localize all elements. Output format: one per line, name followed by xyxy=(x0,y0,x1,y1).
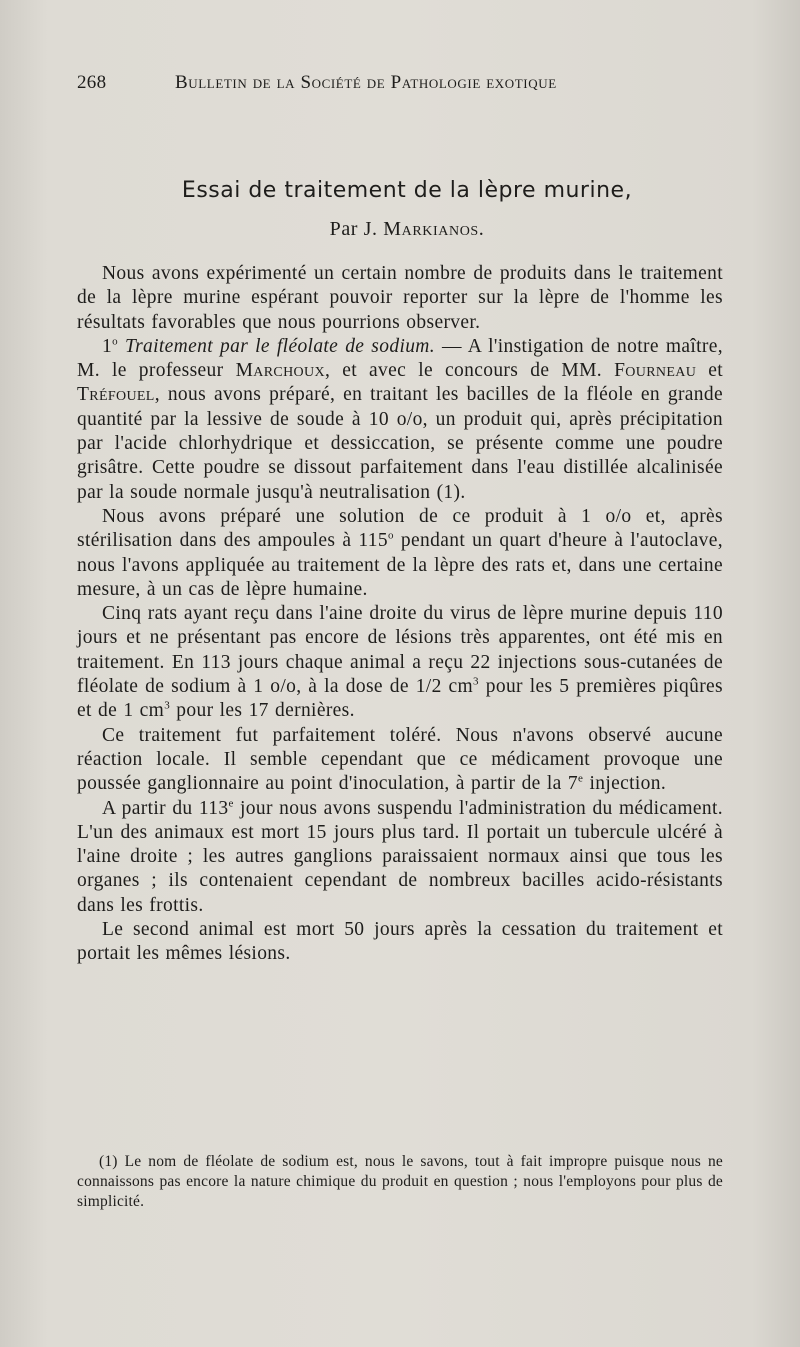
running-head xyxy=(77,72,737,102)
paragraph-2-part-b: , et avec le concours de MM. xyxy=(324,360,615,382)
author-name: Markianos. xyxy=(383,218,485,240)
person-trefouel: Tréfouel xyxy=(77,384,155,406)
paragraph-3-part-a: Nous avons préparé une solution de ce produit à 1 o/o et, après stérilisation dans des ampoules à 115 xyxy=(77,505,723,552)
footnote-text: (1) Le nom de fléolate de sodium est, nous le savons, tout à fait impropre puisque nous ne connaissons pas encore la nature chimique du produit en question ; nous l'employons pour plus de simplicité. xyxy=(77,1153,723,1210)
paragraph-6 xyxy=(77,797,723,918)
paragraph-5-part-b: injection. xyxy=(583,773,667,795)
section-number-sup: o xyxy=(112,335,118,348)
paragraph-1: Nous avons expérimenté un certain nombre de produits dans le traitement de la lèpre murine espérant pouvoir reporter sur la lèpre de l'homme les résultats favorables que nous pourrions observer. xyxy=(77,263,723,333)
author-line xyxy=(77,218,737,241)
article-body xyxy=(77,262,723,967)
page-number: 268 xyxy=(77,72,107,93)
cubic-sup-2: 3 xyxy=(164,699,171,712)
paragraph-5-part-a: Ce traitement fut parfaitement toléré. Nous n'avons observé aucune réaction locale. Il semble cependant que ce médicament provoque une poussée ganglionnaire au point d'inoculation, à partir de la 7 xyxy=(77,724,723,795)
paragraph-7: Le second animal est mort 50 jours après la cessation du traitement et portait les mêmes lésions. xyxy=(77,919,723,965)
degree-sup: o xyxy=(388,529,394,542)
section-number: 1 xyxy=(102,335,113,357)
cubic-sup-1: 3 xyxy=(473,675,479,688)
paragraph-4-part-b: pour les 5 premières piqûres et de 1 cm xyxy=(77,676,723,722)
article-title: Essai de traitement de la lèpre murine, xyxy=(181,178,633,203)
paragraph-5 xyxy=(77,724,723,797)
journal-title: Bulletin de la Société de Pathologie exotique xyxy=(175,72,557,93)
paragraph-3-part-b: pendant un quart d'heure à l'autoclave, nous l'avons appliquée au traitement de la lèpre des rats et, dans une certaine mesure, à un cas de lèpre humaine. xyxy=(77,530,724,600)
paragraph-3 xyxy=(77,505,723,602)
paragraph-4-part-c: pour les 17 dernières. xyxy=(170,700,355,722)
paragraph-6-part-b: jour nous avons suspendu l'administration du médicament. L'un des animaux est mort 15 jours plus tard. Il portait un tubercule ulcéré à l'aine droite ; les autres ganglions paraissaient normaux ainsi que tous les organes ; ils contenaient cependant de nombreux bacilles acido-résistants dans les frottis. xyxy=(77,797,723,916)
author-prefix: Par J. xyxy=(329,218,378,240)
paragraph-2 xyxy=(77,335,723,505)
paragraph-2-part-d: , nous avons préparé, en traitant les bacilles de la fléole en grande quantité par la lessive de soude à 10 o/o, un produit qui, après précipitation par l'acide chlorhydrique et dessiccation, se présente comme une poudre grisâtre. Cette poudre se dissout parfaitement dans l'eau distillée alcalinisée par la soude normale jusqu'à neutralisation (1). xyxy=(77,384,723,503)
paragraph-2-part-c: et xyxy=(696,360,723,382)
paragraph-4-part-a: Cinq rats ayant reçu dans l'aine droite du virus de lèpre murine depuis 110 jours et ne présentant pas encore de lésions très apparentes, ont été mis en traitement. En 113 jours chaque animal a reçu 22 injections sous-cutanées de fléolate de sodium à 1 o/o, à la dose de 1/2 cm xyxy=(77,603,723,698)
person-fourneau: Fourneau xyxy=(614,360,697,382)
ordinal-sup: e xyxy=(228,797,234,810)
footnote xyxy=(77,1152,723,1212)
paragraph-4 xyxy=(77,602,723,723)
ordinal-sup: e xyxy=(578,772,584,785)
person-marchoux: Marchoux xyxy=(235,360,325,382)
paragraph-6-part-a: A partir du 113 xyxy=(102,797,229,819)
paragraph-2-part-a: — A l'instigation de notre maître, M. le professeur xyxy=(77,335,723,382)
section-heading: Traitement par le fléolate de sodium. xyxy=(124,335,435,357)
